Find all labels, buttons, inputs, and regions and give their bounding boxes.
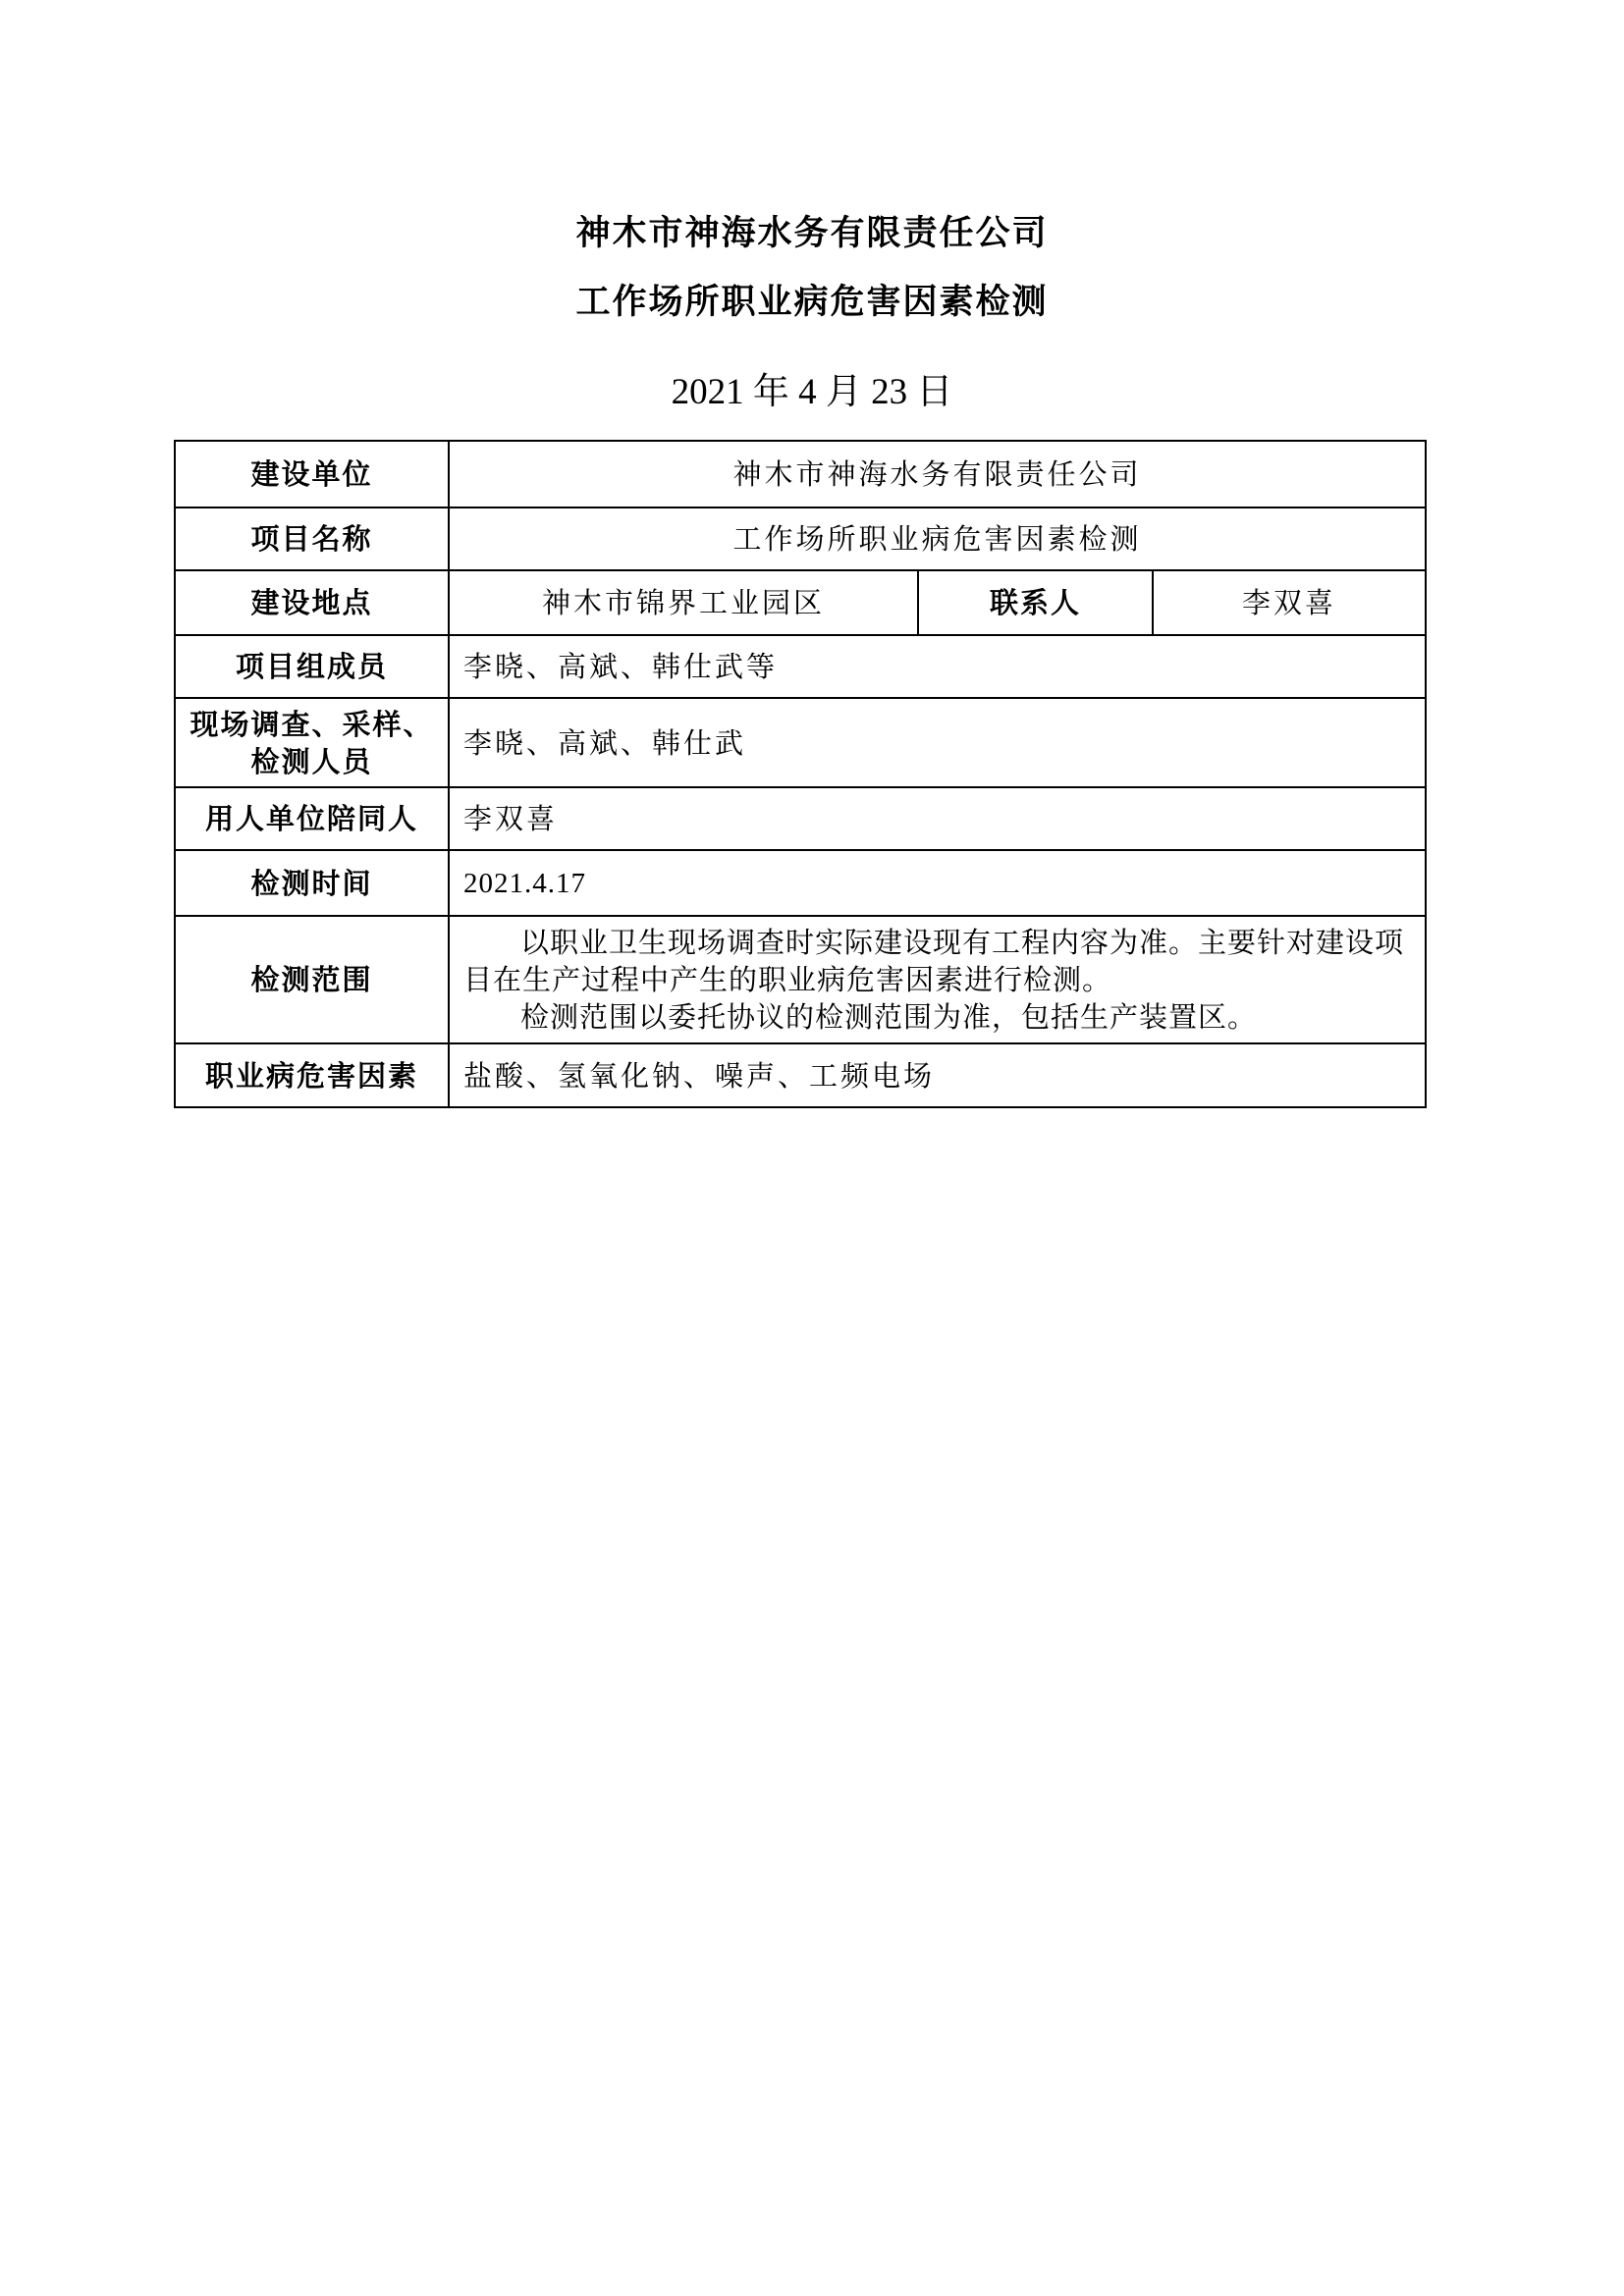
table-row <box>175 787 1426 850</box>
project-name-value: 工作场所职业病危害因素检测 <box>449 507 1426 570</box>
inspection-time-value: 2021.4.17 <box>449 850 1426 916</box>
document-subtitle: 工作场所职业病危害因素检测 <box>575 283 1049 322</box>
table-row <box>175 850 1426 916</box>
table-row <box>175 916 1426 1043</box>
project-members-value: 李晓、高斌、韩仕武等 <box>449 635 1426 698</box>
contact-person-label: 联系人 <box>918 570 1153 635</box>
document-date: 2021 年 4 月 23 日 <box>671 372 953 412</box>
project-members-label: 项目组成员 <box>175 635 449 698</box>
project-name-label: 项目名称 <box>175 507 449 570</box>
hazard-factors-value: 盐酸、氢氧化钠、噪声、工频电场 <box>449 1043 1426 1107</box>
construction-site-value: 神木市锦界工业园区 <box>449 570 918 635</box>
field-staff-label <box>175 698 449 787</box>
field-staff-label-line2: 检测人员 <box>250 744 373 778</box>
project-info-table <box>174 440 1427 1108</box>
inspection-time-label: 检测时间 <box>175 850 449 916</box>
field-staff-label-line1: 现场调查、采样、 <box>189 707 434 741</box>
table-row <box>175 441 1426 507</box>
construction-unit-label: 建设单位 <box>175 441 449 507</box>
hazard-factors-label: 职业病危害因素 <box>175 1043 449 1107</box>
employer-escort-value: 李双喜 <box>449 787 1426 850</box>
construction-unit-value: 神木市神海水务有限责任公司 <box>449 441 1426 507</box>
contact-person-value: 李双喜 <box>1153 570 1426 635</box>
inspection-scope-paragraph-2: 检测范围以委托协议的检测范围为准，包括生产装置区。 <box>520 1000 1258 1034</box>
document-title: 神木市神海水务有限责任公司 <box>575 214 1049 253</box>
table-row <box>175 570 1426 635</box>
table-row <box>175 507 1426 570</box>
field-staff-value: 李晓、高斌、韩仕武 <box>449 698 1426 787</box>
inspection-scope-paragraph-1: 以职业卫生现场调查时实际建设现有工程内容为准。主要针对建设项目在生产过程中产生的职业病危害因素进行检测。 <box>463 926 1405 996</box>
table-row <box>175 635 1426 698</box>
table-row <box>175 1043 1426 1107</box>
employer-escort-label: 用人单位陪同人 <box>175 787 449 850</box>
inspection-scope-value <box>449 916 1426 1043</box>
inspection-scope-label: 检测范围 <box>175 916 449 1043</box>
construction-site-label: 建设地点 <box>175 570 449 635</box>
table-row <box>175 698 1426 787</box>
